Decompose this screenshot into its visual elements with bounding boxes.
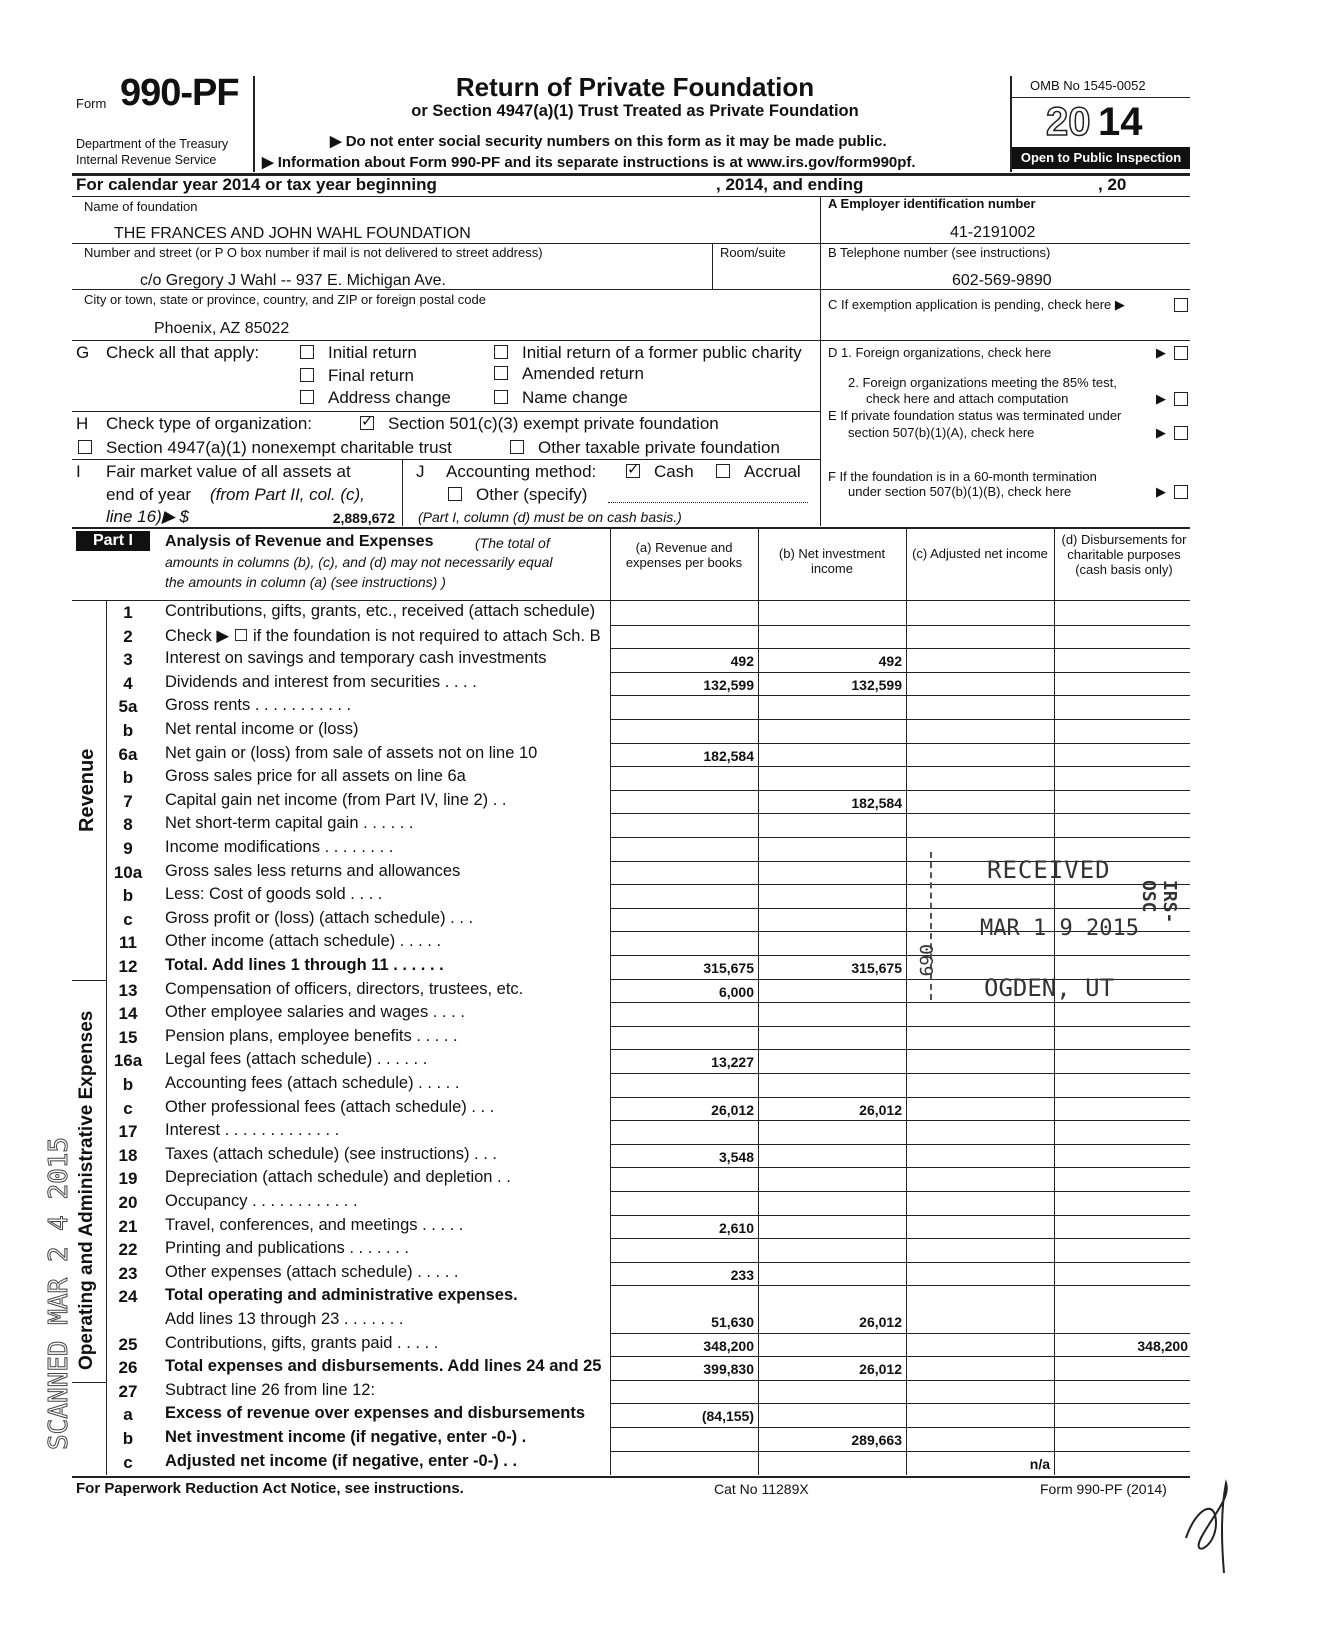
exemption-pending-checkbox[interactable]	[1174, 298, 1188, 312]
line-number: c	[123, 1098, 133, 1118]
h-letter: H	[76, 414, 89, 433]
cell-col-a[interactable]: 315,675	[703, 960, 754, 976]
stamp-date: MAR 1 9 2015	[980, 916, 1139, 941]
line-description: Less: Cost of goods sold . . . .	[165, 885, 383, 904]
footer-cat: Cat No 11289X	[714, 1481, 809, 1497]
cell-col-a[interactable]: 2,610	[718, 1219, 754, 1236]
4947-checkbox[interactable]	[78, 440, 92, 454]
cell-col-b[interactable]: 132,599	[851, 676, 902, 693]
d1-arrow: ▶	[1156, 345, 1166, 360]
j-letter: J	[416, 462, 425, 481]
line-number: 25	[118, 1334, 138, 1354]
line-description: Pension plans, employee benefits . . . . .	[165, 1026, 458, 1045]
g-label: Check all that apply:	[106, 343, 260, 362]
f-arrow: ▶	[1156, 484, 1166, 499]
dept-line-1: Department of the Treasury	[76, 137, 229, 151]
part1-desc-1: (The total of	[475, 535, 550, 551]
fmv-line-2b: (from Part II, col. (c),	[210, 485, 365, 504]
stamp-code: 069	[915, 944, 936, 977]
part1-desc-3: the amounts in column (a) (see instructions) )	[165, 574, 446, 590]
final-return-checkbox[interactable]	[300, 368, 314, 382]
notice-info: ▶ Information about Form 990-PF and its separate instructions is at www.irs.gov/form990pf.	[262, 154, 916, 171]
line-description: Income modifications . . . . . . . .	[165, 838, 394, 856]
line-number: c	[123, 909, 133, 929]
col-c-header: (c) Adjusted net income	[912, 546, 1048, 561]
phone-value[interactable]: 602-569-9890	[952, 272, 1052, 289]
street-address[interactable]: c/o Gregory J Wahl -- 937 E. Michigan Ave.	[140, 272, 446, 289]
amended-return-checkbox[interactable]	[494, 366, 508, 380]
footer-form: Form 990-PF (2014)	[1040, 1481, 1167, 1497]
calendar-year-label: For calendar year 2014 or tax year beginning	[76, 175, 437, 194]
other-method-label: Other (specify)	[476, 485, 588, 504]
address-change-checkbox[interactable]	[300, 390, 314, 404]
initial-former-checkbox[interactable]	[494, 345, 508, 359]
final-return-label: Final return	[328, 366, 414, 385]
line-description: Occupancy . . . . . . . . . . . .	[165, 1192, 358, 1210]
initial-former-label: Initial return of a former public charity	[522, 343, 802, 362]
line-number: 22	[118, 1240, 138, 1260]
other-taxable-label: Other taxable private foundation	[538, 438, 780, 457]
accrual-checkbox[interactable]	[716, 464, 730, 478]
line-number: 15	[118, 1027, 138, 1047]
omb-number: OMB No 1545-0052	[1030, 78, 1146, 93]
other-taxable-checkbox[interactable]	[510, 440, 524, 454]
cell-col-b[interactable]: 182,584	[851, 794, 902, 811]
line-description: Total expenses and disbursements. Add lines 24 and 25	[165, 1357, 602, 1376]
initial-return-label: Initial return	[328, 343, 417, 362]
line-description: Other expenses (attach schedule) . . . . .	[165, 1262, 459, 1281]
line-description: Interest . . . . . . . . . . . . .	[165, 1121, 340, 1140]
side-label-revenue: Revenue	[76, 748, 98, 832]
cell-col-a[interactable]: 6,000	[718, 983, 754, 1000]
line-description: Excess of revenue over expenses and disbursements	[165, 1404, 586, 1423]
line-description: Gross sales less returns and allowances	[165, 861, 461, 880]
cell-col-b[interactable]: 26,012	[859, 1361, 902, 1378]
line-number: 14	[118, 1004, 138, 1024]
cell-col-a[interactable]: 13,227	[711, 1054, 754, 1071]
line-description: Net gain or (loss) from sale of assets not on line 10	[165, 743, 538, 762]
line-number: a	[123, 1405, 133, 1425]
cell-col-d[interactable]: 348,200	[1137, 1337, 1188, 1354]
year-outline: 20	[1046, 100, 1091, 144]
line-number: b	[122, 721, 134, 740]
name-change-checkbox[interactable]	[494, 390, 508, 404]
line-description: Interest on savings and temporary cash investments	[165, 649, 547, 668]
col-a-header: (a) Revenue and expenses per books	[625, 540, 743, 570]
line-description: Printing and publications . . . . . . .	[165, 1239, 409, 1258]
phone-label: B Telephone number (see instructions)	[828, 245, 1051, 260]
line-description: Other professional fees (attach schedule) . . .	[165, 1097, 495, 1116]
initial-return-checkbox[interactable]	[300, 345, 314, 359]
line-number: b	[122, 1429, 134, 1448]
cell-col-b[interactable]: 26,012	[859, 1101, 902, 1118]
cell-col-a[interactable]: 399,830	[703, 1361, 754, 1378]
line-number: c	[123, 1452, 133, 1472]
cash-label: Cash	[654, 462, 694, 481]
city-address[interactable]: Phoenix, AZ 85022	[154, 320, 290, 337]
cell-col-b[interactable]: 26,012	[859, 1314, 902, 1330]
city-label: City or town, state or province, country, and ZIP or foreign postal code	[84, 292, 486, 307]
d2-label-2: check here and attach computation	[866, 391, 1069, 406]
col-d-header: (d) Disbursements for charitable purposes (cash basis only)	[1061, 532, 1187, 577]
line-number: 19	[118, 1169, 138, 1189]
i-letter: I	[76, 462, 81, 481]
f-checkbox[interactable]	[1174, 485, 1188, 499]
h-label: Check type of organization:	[106, 414, 313, 433]
line-description: Compensation of officers, directors, trustees, etc.	[165, 979, 524, 998]
accrual-label: Accrual	[744, 462, 801, 481]
calendar-and-ending: , 2014, and ending	[716, 175, 864, 194]
calendar-20: , 20	[1098, 175, 1127, 194]
e-arrow: ▶	[1156, 425, 1166, 440]
line-description: Subtract line 26 from line 12:	[165, 1380, 376, 1399]
d2-arrow: ▶	[1156, 391, 1166, 406]
stamp-irs: IRS-OSC	[1138, 880, 1180, 924]
accounting-method-label: Accounting method:	[446, 462, 597, 481]
line-description: Net investment income (if negative, enter -0-) .	[165, 1428, 527, 1446]
part1-desc-2: amounts in columns (b), (c), and (d) may not necessarily equal	[165, 554, 553, 570]
room-label: Room/suite	[720, 245, 786, 260]
received-stamp	[915, 852, 1182, 1002]
address-change-label: Address change	[328, 388, 451, 407]
cell-col-a[interactable]: (84,155)	[701, 1408, 754, 1425]
footer-paperwork: For Paperwork Reduction Act Notice, see instructions.	[76, 1480, 464, 1497]
dept-line-2: Internal Revenue Service	[76, 153, 217, 167]
line-number: 20	[118, 1193, 138, 1212]
fmv-line-1: Fair market value of all assets at	[106, 462, 351, 481]
notice-ssn: ▶ Do not enter social security numbers on this form as it may be made public.	[330, 133, 887, 150]
d1-label: D 1. Foreign organizations, check here	[828, 345, 1052, 360]
line-number: 4	[123, 673, 133, 693]
open-public-inspection: Open to Public Inspection	[1012, 147, 1190, 169]
line-number: 5a	[118, 697, 138, 717]
line-description: Contributions, gifts, grants, etc., received (attach schedule)	[165, 602, 596, 620]
scanned-stamp: SCANNED MAR 2 4 2015	[44, 1136, 74, 1450]
line-number: b	[122, 768, 134, 788]
cell-col-a[interactable]: 51,630	[711, 1314, 754, 1330]
name-change-label: Name change	[522, 388, 628, 407]
fmv-line-2: end of year	[106, 485, 192, 504]
line-number: 17	[118, 1122, 138, 1142]
line-number: 9	[123, 839, 133, 858]
line-description: Capital gain net income (from Part IV, line 2) . .	[165, 790, 507, 809]
e-label-1: E If private foundation status was terminated under	[828, 408, 1122, 423]
line-description: Gross rents . . . . . . . . . . .	[165, 696, 352, 715]
line-description: Legal fees (attach schedule) . . . . . .	[165, 1050, 428, 1069]
line-description: Travel, conferences, and meetings . . . . .	[165, 1215, 464, 1234]
line-number: b	[122, 1075, 134, 1094]
name-label: Name of foundation	[84, 199, 198, 214]
f-label-1: F If the foundation is in a 60-month termination	[828, 469, 1097, 484]
cell-col-b[interactable]: 492	[878, 653, 902, 670]
line-description: Dividends and interest from securities . . . .	[165, 672, 477, 691]
line-number: 1	[123, 603, 133, 622]
stamp-city: OGDEN, UT	[984, 974, 1115, 1002]
501c3-label: Section 501(c)(3) exempt private foundation	[388, 414, 719, 433]
line-description: Depreciation (attach schedule) and depletion . .	[165, 1168, 511, 1187]
cell-col-a[interactable]: 182,584	[703, 747, 754, 764]
line-number: 13	[118, 980, 138, 1000]
form-number: 990-PF	[120, 72, 239, 114]
form-word: Form	[76, 96, 107, 111]
col-b-header: (b) Net investment income	[778, 546, 886, 576]
line-description: Net short-term capital gain . . . . . .	[165, 814, 414, 833]
cell-col-a[interactable]: 26,012	[711, 1101, 754, 1118]
line-description: Total operating and administrative expenses.	[165, 1286, 518, 1305]
line-number: b	[122, 886, 134, 906]
line-number: 10a	[113, 862, 143, 882]
year-bold: 14	[1098, 100, 1143, 144]
line-number: 7	[123, 791, 133, 811]
line-description: Total. Add lines 1 through 11 . . . . . .	[165, 956, 444, 974]
g-letter: G	[76, 343, 90, 362]
line-number: 16a	[113, 1051, 143, 1071]
cell-col-a[interactable]: 132,599	[703, 676, 754, 693]
line-description: Check ▶ ☐ if the foundation is not required to attach Sch. B	[165, 626, 601, 645]
street-label: Number and street (or P O box number if mail is not delivered to street address)	[84, 245, 543, 260]
cell-col-a[interactable]: 348,200	[703, 1337, 754, 1354]
form-title: Return of Private Foundation	[455, 72, 815, 102]
line-description: Adjusted net income (if negative, enter -0-) . .	[165, 1451, 518, 1470]
501c3-checkbox[interactable]	[360, 416, 374, 430]
part1-title: Analysis of Revenue and Expenses	[165, 533, 434, 550]
exemption-pending-label: C If exemption application is pending, check here ▶	[828, 297, 1125, 312]
line-number: 26	[118, 1358, 138, 1378]
amended-return-label: Amended return	[522, 364, 644, 383]
cash-checkbox[interactable]	[626, 464, 640, 478]
cell-col-a[interactable]: 3,548	[718, 1148, 754, 1165]
line-description: Gross profit or (loss) (attach schedule) . . .	[165, 908, 474, 927]
cell-col-a[interactable]: 492	[730, 653, 754, 670]
line-number: 8	[123, 815, 133, 835]
line-number: 21	[118, 1216, 138, 1236]
cell-col-c[interactable]: n/a	[1029, 1455, 1050, 1472]
form-subtitle: or Section 4947(a)(1) Trust Treated as Private Foundation	[411, 102, 859, 120]
e-checkbox[interactable]	[1174, 426, 1188, 440]
line-number: 24	[118, 1287, 138, 1307]
cell-col-a[interactable]: 233	[730, 1266, 754, 1283]
side-label-expenses: Operating and Administrative Expenses	[76, 1010, 97, 1370]
fmv-value[interactable]: 2,889,672	[332, 510, 395, 526]
f-label-2: under section 507(b)(1)(B), check here	[848, 484, 1072, 499]
cell-col-b[interactable]: 315,675	[851, 960, 902, 976]
line-description: Other employee salaries and wages . . . .	[165, 1003, 465, 1022]
d2-checkbox[interactable]	[1174, 392, 1188, 406]
line-number: 12	[118, 957, 138, 976]
cash-basis-note: (Part I, column (d) must be on cash basis.)	[418, 509, 682, 525]
line-description: Taxes (attach schedule) (see instructions) . . .	[165, 1144, 497, 1163]
d2-label-1: 2. Foreign organizations meeting the 85% test,	[848, 375, 1117, 390]
handwritten-mark	[1176, 1478, 1246, 1578]
other-method-checkbox[interactable]	[448, 487, 462, 501]
ein-value[interactable]: 41-2191002	[950, 224, 1036, 241]
line-description: Gross sales price for all assets on line 6a	[165, 767, 466, 786]
line-number: 23	[118, 1263, 138, 1283]
line-number: 3	[123, 650, 133, 670]
part1-tag: Part I	[76, 531, 150, 551]
stamp-received: RECEIVED	[987, 856, 1111, 884]
foundation-name[interactable]: THE FRANCES AND JOHN WAHL FOUNDATION	[114, 225, 471, 242]
line-number: 2	[123, 626, 133, 646]
line-description: Contributions, gifts, grants paid . . . . .	[165, 1333, 439, 1352]
line-number: 6a	[118, 744, 138, 764]
line-description: Accounting fees (attach schedule) . . . . .	[165, 1074, 460, 1092]
cell-col-b[interactable]: 289,663	[851, 1432, 902, 1448]
e-label-2: section 507(b)(1)(A), check here	[848, 425, 1035, 440]
line-number: 18	[118, 1145, 138, 1165]
ein-label: A Employer identification number	[828, 196, 1036, 211]
d1-checkbox[interactable]	[1174, 346, 1188, 360]
line-description: Net rental income or (loss)	[165, 720, 359, 738]
line-description: Other income (attach schedule) . . . . .	[165, 932, 442, 951]
line-number: 27	[118, 1381, 138, 1401]
line-description: Add lines 13 through 23 . . . . . . .	[165, 1310, 404, 1328]
4947-label: Section 4947(a)(1) nonexempt charitable trust	[106, 438, 452, 457]
fmv-line-3: line 16)▶ $	[106, 507, 190, 526]
line-number: 11	[119, 933, 137, 953]
